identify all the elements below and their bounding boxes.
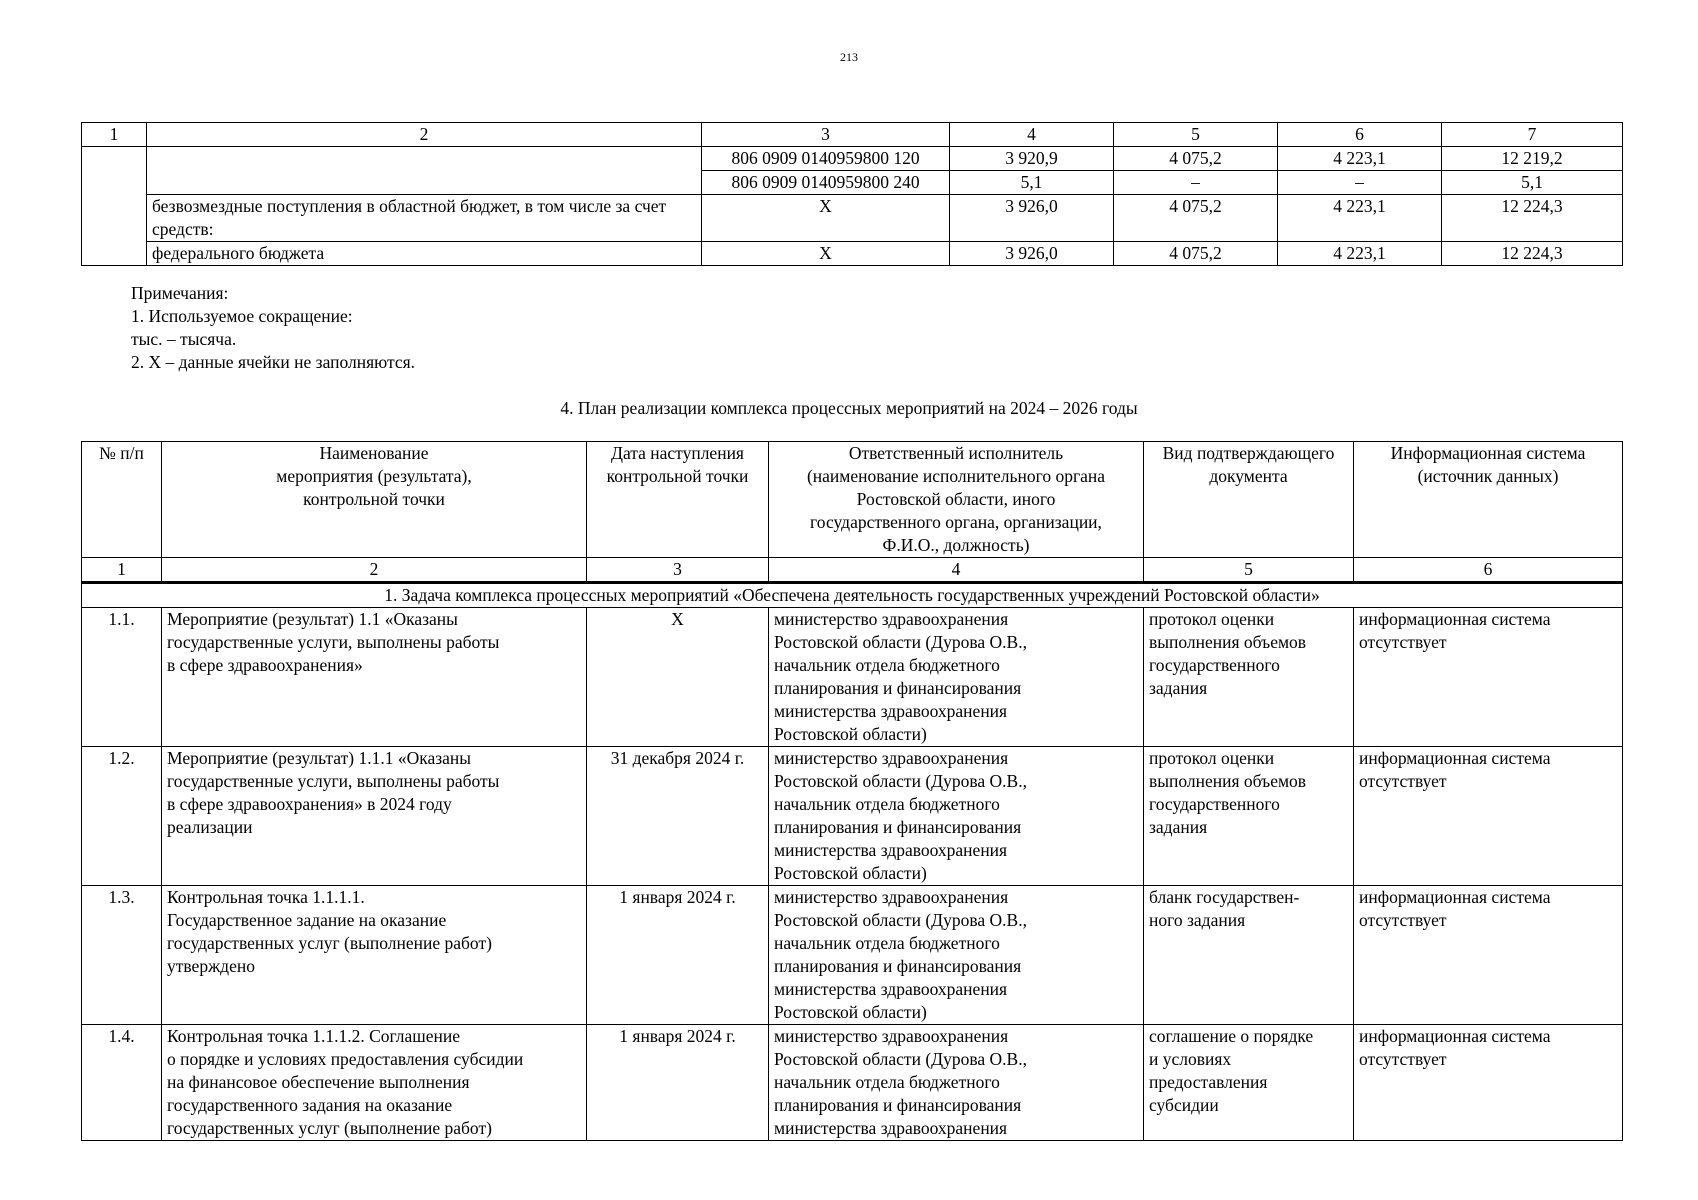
task-title: 1. Задача комплекса процессных мероприятий «Обеспечена деятельность государственных учреждений Ростовской области» [82, 583, 1623, 608]
row-name-cell: федерального бюджета [147, 242, 702, 266]
column-numbers-row [82, 558, 1623, 583]
information-system: информационная система отсутствует [1354, 747, 1623, 886]
note-line: 1. Используемое сокращение: [131, 306, 353, 326]
task-row [82, 583, 1623, 608]
table-row [82, 242, 1623, 266]
header-date: Дата наступления контрольной точки [587, 442, 769, 558]
page-number: 213 [840, 50, 858, 64]
executor: министерство здравоохранения Ростовской области (Дурова О.В., начальник отдела бюджетного планирования и финансирования министерства здравоохранения Ростовской области) [769, 747, 1144, 886]
confirming-document: бланк государствен- ного задания [1144, 886, 1354, 1025]
column-number: 5 [1144, 558, 1354, 583]
control-date: 31 декабря 2024 г. [587, 747, 769, 886]
budget-code-cell: 806 0909 0140959800 240 [702, 171, 950, 195]
column-number: 4 [950, 123, 1114, 147]
total-cell: 12 224,3 [1442, 242, 1623, 266]
total-cell: 5,1 [1442, 171, 1623, 195]
value-2025-cell: – [1114, 171, 1278, 195]
column-number: 3 [702, 123, 950, 147]
financing-table [81, 122, 1623, 266]
row-number: 1.4. [82, 1025, 162, 1141]
table-row [82, 747, 1623, 886]
information-system: информационная система отсутствует [1354, 608, 1623, 747]
total-cell: 12 219,2 [1442, 147, 1623, 171]
value-2026-cell: 4 223,1 [1278, 242, 1442, 266]
control-date: X [587, 608, 769, 747]
column-number: 3 [587, 558, 769, 583]
header-number: № п/п [82, 442, 162, 558]
row-number: 1.3. [82, 886, 162, 1025]
table-row [82, 608, 1623, 747]
executor: министерство здравоохранения Ростовской области (Дурова О.В., начальник отдела бюджетного планирования и финансирования министерства здравоохранения [769, 1025, 1144, 1141]
column-number: 2 [162, 558, 587, 583]
header-executor: Ответственный исполнитель (наименование исполнительного органа Ростовской области, иного государственного органа, организации, Ф.И.О., должность) [769, 442, 1144, 558]
control-date: 1 января 2024 г. [587, 1025, 769, 1141]
row-name-cell: безвозмездные поступления в областной бюджет, в том числе за счет средств: [147, 195, 702, 242]
total-cell: 12 224,3 [1442, 195, 1623, 242]
executor: министерство здравоохранения Ростовской области (Дурова О.В., начальник отдела бюджетного планирования и финансирования министерства здравоохранения Ростовской области) [769, 608, 1144, 747]
column-number: 5 [1114, 123, 1278, 147]
confirming-document: соглашение о порядке и условиях предоставления субсидии [1144, 1025, 1354, 1141]
value-2026-cell: – [1278, 171, 1442, 195]
column-number: 1 [82, 123, 147, 147]
notes-heading: Примечания: [131, 283, 229, 303]
value-2024-cell: 5,1 [950, 171, 1114, 195]
column-number: 7 [1442, 123, 1623, 147]
table-row [82, 886, 1623, 1025]
budget-code-cell: 806 0909 0140959800 120 [702, 147, 950, 171]
executor: министерство здравоохранения Ростовской области (Дурова О.В., начальник отдела бюджетного планирования и финансирования министерства здравоохранения Ростовской области) [769, 886, 1144, 1025]
value-2025-cell: 4 075,2 [1114, 242, 1278, 266]
value-2024-cell: 3 926,0 [950, 195, 1114, 242]
plan-table [81, 441, 1623, 1141]
column-number: 2 [147, 123, 702, 147]
column-number: 1 [82, 558, 162, 583]
row-name-cell [147, 147, 702, 195]
column-number: 6 [1354, 558, 1623, 583]
control-date: 1 января 2024 г. [587, 886, 769, 1025]
header-document: Вид подтверждающего документа [1144, 442, 1354, 558]
confirming-document: протокол оценки выполнения объемов государственного задания [1144, 608, 1354, 747]
value-2024-cell: 3 920,9 [950, 147, 1114, 171]
section-title: 4. План реализации комплекса процессных мероприятий на 2024 – 2026 годы [560, 398, 1138, 418]
row-number: 1.2. [82, 747, 162, 886]
event-name: Мероприятие (результат) 1.1.1 «Оказаны государственные услуги, выполнены работы в сфере здравоохранения» в 2024 году реализации [162, 747, 587, 886]
header-system: Информационная система (источник данных) [1354, 442, 1623, 558]
value-2026-cell: 4 223,1 [1278, 147, 1442, 171]
budget-code-cell: X [702, 195, 950, 242]
note-line: тыс. – тысяча. [131, 329, 237, 349]
information-system: информационная система отсутствует [1354, 886, 1623, 1025]
financing-table-header [82, 123, 1623, 147]
confirming-document: протокол оценки выполнения объемов государственного задания [1144, 747, 1354, 886]
header-name: Наименование мероприятия (результата), контрольной точки [162, 442, 587, 558]
event-name: Мероприятие (результат) 1.1 «Оказаны государственные услуги, выполнены работы в сфере здравоохранения» [162, 608, 587, 747]
event-name: Контрольная точка 1.1.1.1. Государственное задание на оказание государственных услуг (выполнение работ) утверждено [162, 886, 587, 1025]
empty-cell [82, 147, 147, 266]
plan-table-header [82, 442, 1623, 558]
row-number: 1.1. [82, 608, 162, 747]
value-2025-cell: 4 075,2 [1114, 195, 1278, 242]
budget-code-cell: X [702, 242, 950, 266]
table-row [82, 195, 1623, 242]
event-name: Контрольная точка 1.1.1.2. Соглашение о порядке и условиях предоставления субсидии на финансовое обеспечение выполнения государственного задания на оказание государственных услуг (выполнение работ) [162, 1025, 587, 1141]
information-system: информационная система отсутствует [1354, 1025, 1623, 1141]
column-number: 4 [769, 558, 1144, 583]
value-2025-cell: 4 075,2 [1114, 147, 1278, 171]
value-2026-cell: 4 223,1 [1278, 195, 1442, 242]
table-row [82, 147, 1623, 171]
note-line: 2. X – данные ячейки не заполняются. [131, 352, 416, 372]
table-row [82, 1025, 1623, 1141]
value-2024-cell: 3 926,0 [950, 242, 1114, 266]
notes [131, 282, 415, 374]
column-number: 6 [1278, 123, 1442, 147]
